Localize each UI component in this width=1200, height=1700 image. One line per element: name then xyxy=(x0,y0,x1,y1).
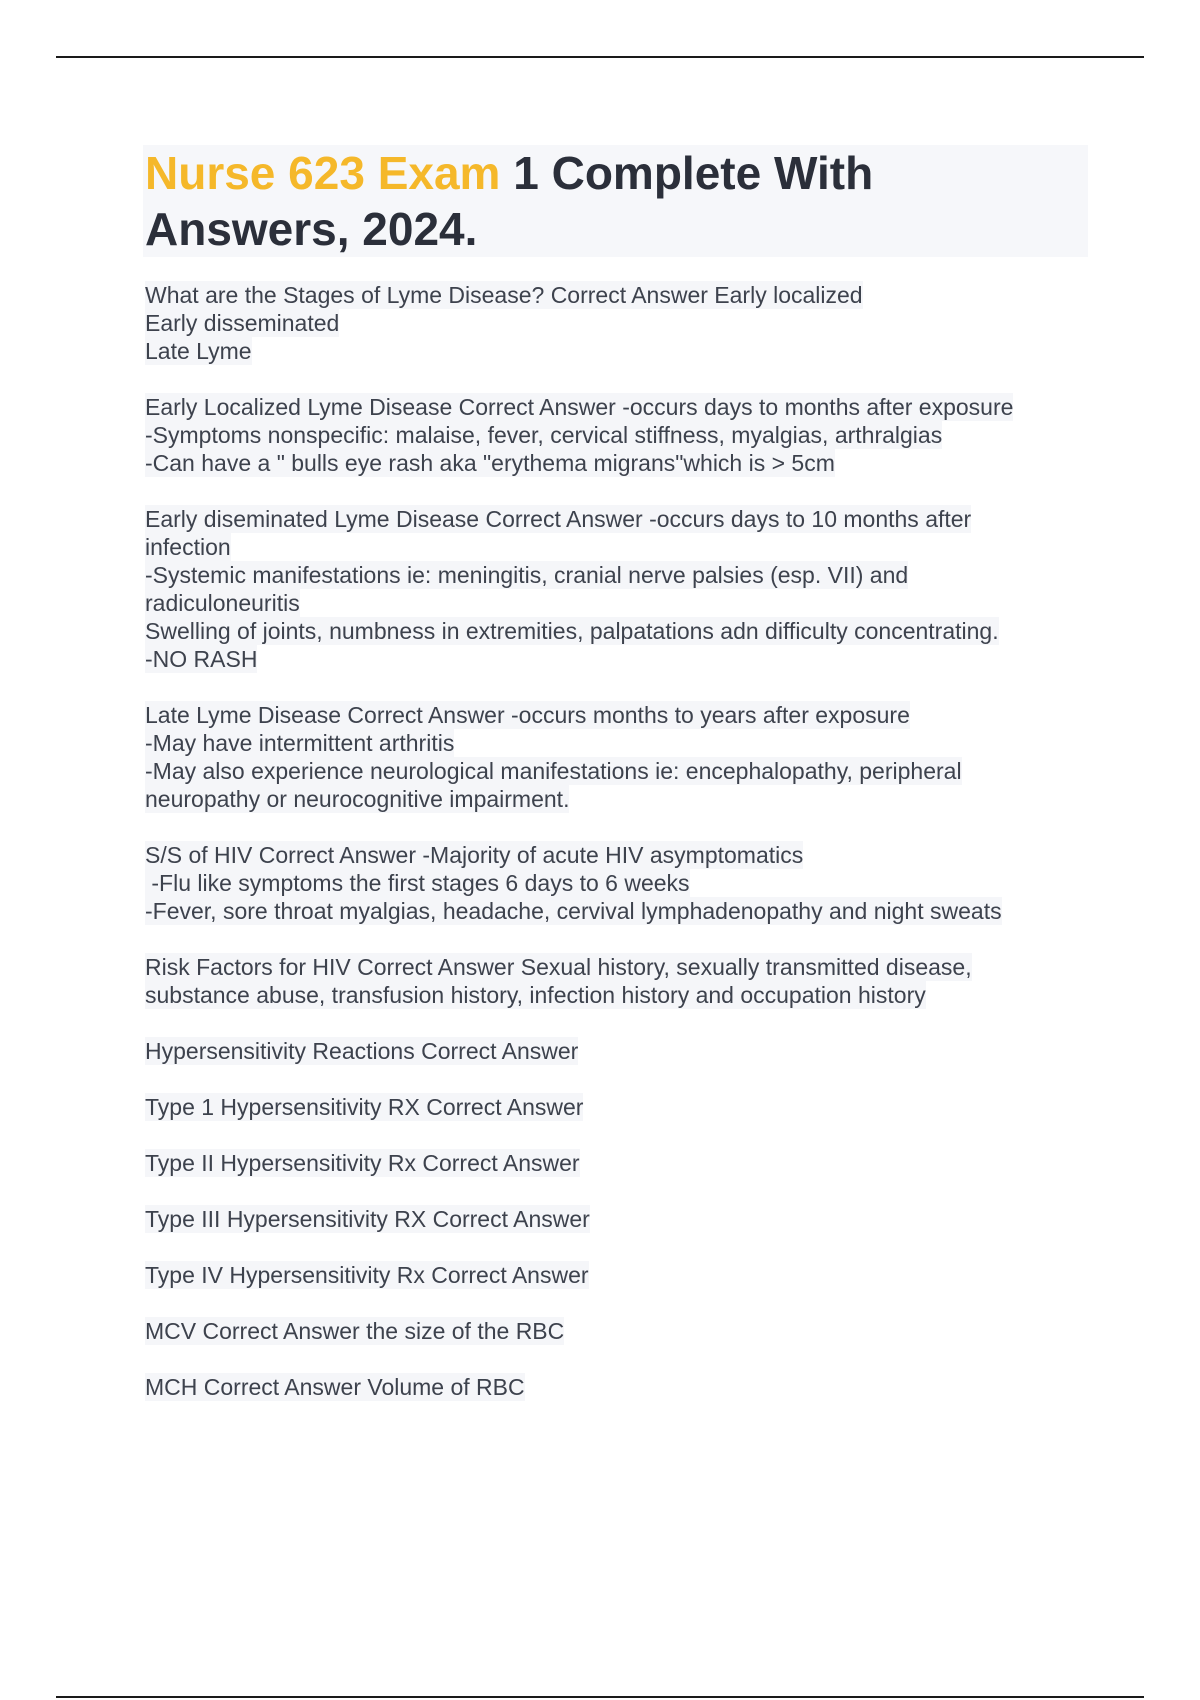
title-line-2: Answers, 2024. xyxy=(145,203,478,255)
top-rule xyxy=(56,56,1144,58)
qa-entry-line: radiculoneuritis xyxy=(145,590,300,616)
title-block xyxy=(143,145,1088,257)
qa-entry xyxy=(145,953,1090,1009)
qa-entry xyxy=(145,281,1090,365)
qa-entry-line: Hypersensitivity Reactions Correct Answer xyxy=(145,1038,579,1064)
qa-entry-line: Swelling of joints, numbness in extremities, palpatations adn difficulty concentrating. xyxy=(145,618,999,644)
qa-entry xyxy=(145,841,1090,925)
qa-entry-line: MCH Correct Answer Volume of RBC xyxy=(145,1374,525,1400)
qa-entry xyxy=(145,1317,1090,1345)
qa-entry-line: -Symptoms nonspecific: malaise, fever, cervical stiffness, myalgias, arthralgias xyxy=(145,422,943,448)
qa-entry-line: Early disseminated xyxy=(145,310,340,336)
qa-entry-line: infection xyxy=(145,534,231,560)
qa-entry xyxy=(145,701,1090,813)
qa-entry-line: neuropathy or neurocognitive impairment. xyxy=(145,786,570,812)
qa-entry-line: Type III Hypersensitivity RX Correct Answer xyxy=(145,1206,590,1232)
qa-entry-line: What are the Stages of Lyme Disease? Correct Answer Early localized xyxy=(145,282,863,308)
qa-entry-line: Type IV Hypersensitivity Rx Correct Answer xyxy=(145,1262,589,1288)
qa-entry-line: substance abuse, transfusion history, infection history and occupation history xyxy=(145,982,926,1008)
qa-entry xyxy=(145,1205,1090,1233)
qa-entry xyxy=(145,1261,1090,1289)
qa-entry-line: Late Lyme Disease Correct Answer -occurs months to years after exposure xyxy=(145,702,910,728)
qa-entry-line: Type 1 Hypersensitivity RX Correct Answer xyxy=(145,1094,584,1120)
document-title xyxy=(145,145,1086,257)
title-accent: Nurse 623 Exam xyxy=(145,147,501,199)
qa-entry-line: -Fever, sore throat myalgias, headache, cervival lymphadenopathy and night sweats xyxy=(145,898,1002,924)
qa-entry xyxy=(145,393,1090,477)
qa-entry xyxy=(145,1149,1090,1177)
title-rest: 1 Complete With xyxy=(500,147,874,199)
qa-entry-line: MCV Correct Answer the size of the RBC xyxy=(145,1318,565,1344)
qa-entry-line: Type II Hypersensitivity Rx Correct Answer xyxy=(145,1150,580,1176)
qa-entry xyxy=(145,1093,1090,1121)
qa-entry-line: S/S of HIV Correct Answer -Majority of acute HIV asymptomatics xyxy=(145,842,804,868)
qa-entry-line: -May have intermittent arthritis xyxy=(145,730,455,756)
qa-entry xyxy=(145,1373,1090,1401)
qa-entry-line: -Can have a " bulls eye rash aka "erythema migrans"which is > 5cm xyxy=(145,450,835,476)
qa-entry-line: -NO RASH xyxy=(145,646,258,672)
qa-list xyxy=(145,281,1090,1401)
qa-entry-line: -Flu like symptoms the first stages 6 days to 6 weeks xyxy=(145,870,690,896)
document-body xyxy=(145,145,1090,1429)
bottom-rule xyxy=(56,1696,1144,1698)
qa-entry xyxy=(145,505,1090,673)
qa-entry-line: -May also experience neurological manifestations ie: encephalopathy, peripheral xyxy=(145,758,962,784)
qa-entry-line: Early Localized Lyme Disease Correct Answer -occurs days to months after exposure xyxy=(145,394,1014,420)
qa-entry-line: Early diseminated Lyme Disease Correct Answer -occurs days to 10 months after xyxy=(145,506,972,532)
qa-entry xyxy=(145,1037,1090,1065)
qa-entry-line: Risk Factors for HIV Correct Answer Sexual history, sexually transmitted disease, xyxy=(145,954,972,980)
qa-entry-line: -Systemic manifestations ie: meningitis, cranial nerve palsies (esp. VII) and xyxy=(145,562,909,588)
qa-entry-line: Late Lyme xyxy=(145,338,252,364)
